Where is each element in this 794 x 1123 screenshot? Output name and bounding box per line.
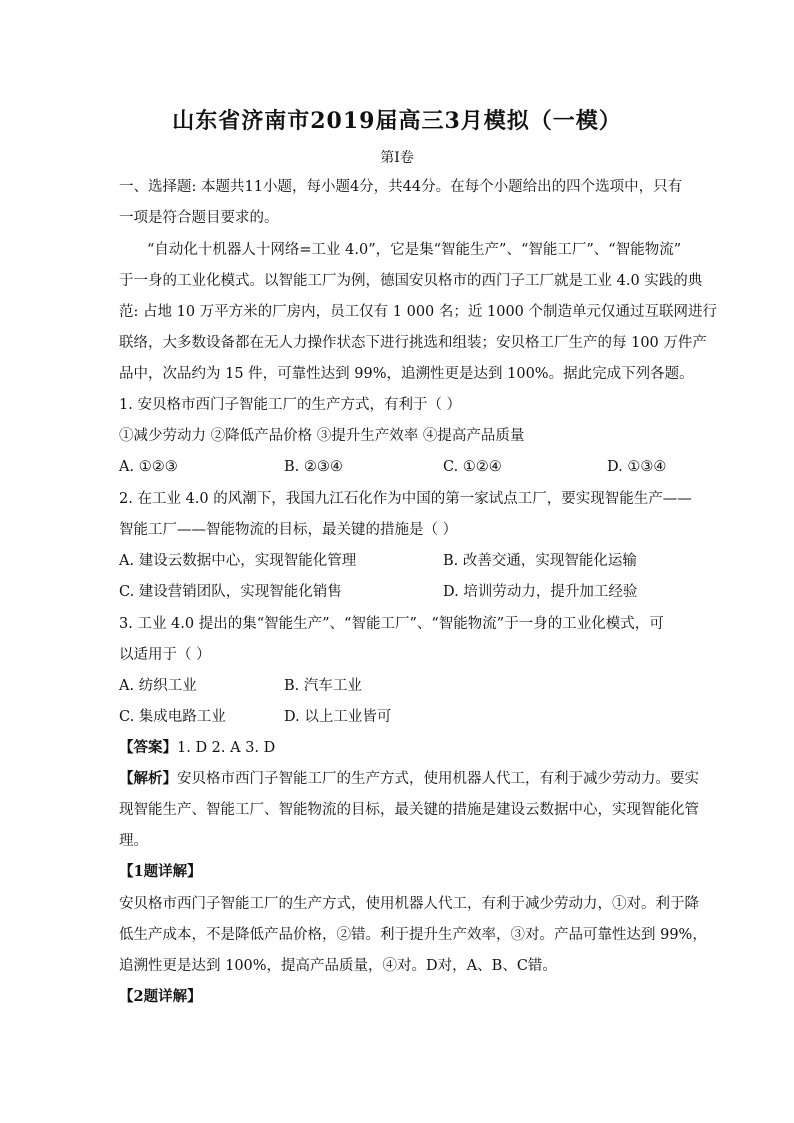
question-3-option-a: A. 纺织工业 bbox=[119, 678, 197, 694]
passage-line: 品中，次品约为 15 件，可靠性达到 99%，追溯性更是达到 100%。据此完成下列各题。 bbox=[119, 366, 694, 382]
question-2-stem: 智能工厂——智能物流的目标，最关键的措施是（ ） bbox=[119, 522, 458, 538]
page-title: 山东省济南市2019届高三3月模拟（一模） bbox=[172, 108, 622, 134]
question-1-option-d: D. ①③④ bbox=[607, 459, 667, 475]
passage-line: 范: 占地 10 万平方米的厂房内，员工仅有 1 000 名；近 1000 个制造单元仅通过互联网进行 bbox=[119, 304, 718, 320]
analysis-line: 现智能生产、智能工厂、智能物流的目标，最关键的措施是建设云数据中心，实现智能化管 bbox=[119, 802, 699, 818]
answer-text: 1. D 2. A 3. D bbox=[177, 740, 276, 756]
detail-2-heading: 【2题详解】 bbox=[119, 988, 202, 1005]
question-1-option-b: B. ②③④ bbox=[284, 459, 343, 475]
question-2-option-b: B. 改善交通，实现智能化运输 bbox=[443, 553, 637, 569]
passage-line: 联络，大多数设备都在无人力操作状态下进行挑选和组装；安贝格工厂生产的每 100 万件产 bbox=[119, 335, 707, 351]
analysis-line: 理。 bbox=[119, 833, 148, 849]
intro-line: 一项是符合题目要求的。 bbox=[119, 210, 279, 226]
question-1-stem: 1. 安贝格市西门子智能工厂的生产方式，有利于（ ） bbox=[119, 397, 462, 413]
question-3-stem: 3. 工业 4.0 提出的集“智能生产”、“智能工厂”、“智能物流”于一身的工业化模式，可 bbox=[119, 616, 664, 632]
question-3-option-b: B. 汽车工业 bbox=[284, 678, 362, 694]
detail-1-line: 安贝格市西门子智能工厂的生产方式，使用机器人代工，有利于减少劳动力，①对。利于降 bbox=[119, 896, 699, 912]
answer-label: 【答案】 bbox=[119, 739, 177, 756]
analysis-line bbox=[119, 769, 699, 789]
intro-line: 一、选择题: 本题共11小题，每小题4分，共44分。在每个小题给出的四个选项中，只有 bbox=[119, 179, 683, 195]
detail-1-line: 追溯性更是达到 100%，提高产品质量，④对。D对，A、B、C错。 bbox=[119, 958, 557, 974]
question-3-stem: 以适用于（ ） bbox=[119, 647, 211, 663]
passage-line: “自动化十机器人十网络=工业 4.0”，它是集“智能生产”、“智能工厂”、“智能物流” bbox=[147, 242, 682, 258]
detail-1-heading: 【1题详解】 bbox=[119, 863, 202, 880]
analysis-label: 【解析】 bbox=[119, 770, 177, 787]
passage-line: 于一身的工业化模式。以智能工厂为例，德国安贝格市的西门子工厂就是工业 4.0 实践的典 bbox=[119, 273, 703, 289]
question-1-items: ①减少劳动力 ②降低产品价格 ③提升生产效率 ④提高产品质量 bbox=[119, 428, 525, 444]
question-2-option-c: C. 建设营销团队，实现智能化销售 bbox=[119, 584, 342, 600]
detail-1-line: 低生产成本，不是降低产品价格，②错。利于提升生产效率，③对。产品可靠性达到 99%， bbox=[119, 927, 707, 943]
question-2-option-d: D. 培训劳动力，提升加工经验 bbox=[443, 584, 638, 600]
question-1-option-a: A. ①②③ bbox=[119, 459, 178, 475]
section-subtitle: 第I卷 bbox=[380, 150, 414, 166]
question-3-option-c: C. 集成电路工业 bbox=[119, 709, 226, 725]
analysis-text: 安贝格市西门子智能工厂的生产方式，使用机器人代工，有利于减少劳动力。要实 bbox=[177, 771, 699, 787]
answer-line bbox=[119, 738, 275, 758]
question-1-option-c: C. ①②④ bbox=[443, 459, 502, 475]
question-3-option-d: D. 以上工业皆可 bbox=[284, 709, 392, 725]
question-2-option-a: A. 建设云数据中心，实现智能化管理 bbox=[119, 553, 357, 569]
question-2-stem: 2. 在工业 4.0 的风潮下，我国九江石化作为中国的第一家试点工厂，要实现智能生产—— bbox=[119, 491, 692, 507]
